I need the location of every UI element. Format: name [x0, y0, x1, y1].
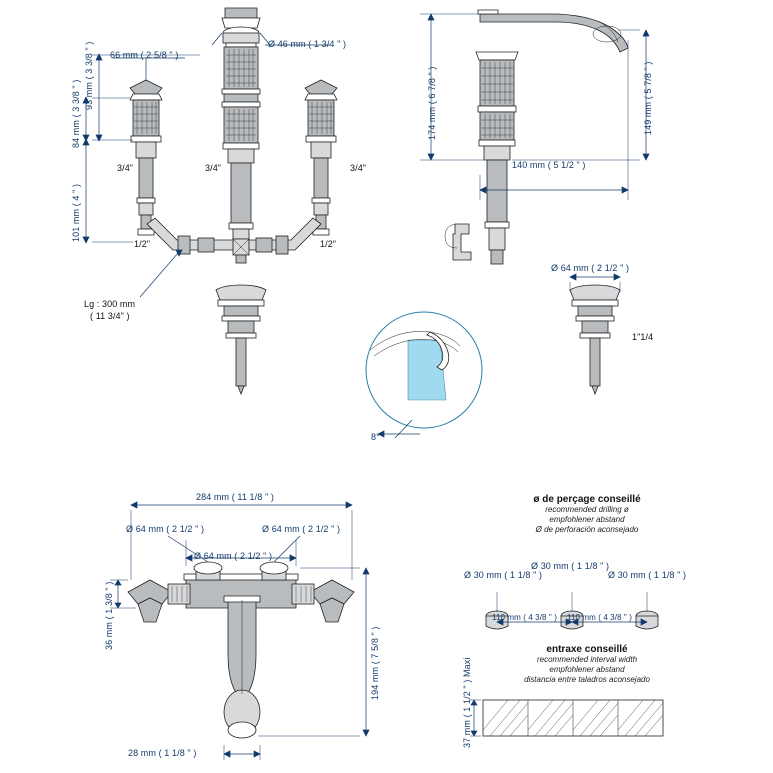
- drilling-note-title: ø de perçage conseillé: [533, 494, 641, 505]
- dim-drill-30-left: Ø 30 mm ( 1 1/8 " ): [464, 570, 543, 580]
- drilling-note-line-3: Ø de perforación aconsejado: [535, 525, 639, 534]
- dim-wm-64-left: Ø 64 mm ( 2 1/2 " ): [126, 524, 205, 534]
- interval-note-title: entraxe conseillé: [546, 644, 628, 655]
- dim-284mm: 284 mm ( 11 1/8 " ): [196, 492, 274, 502]
- dim-140mm: 140 mm ( 5 1/2 " ): [512, 160, 586, 170]
- hose-length-line1: Lg : 300 mm: [84, 299, 136, 309]
- drilling-note-line-1: recommended drilling ø: [545, 505, 629, 514]
- thread-label-half-right: 1/2": [320, 239, 337, 249]
- dim-waste-64: Ø 64 mm ( 2 1/2 " ): [551, 263, 630, 273]
- dim-28mm: 28 mm ( 1 1/8 " ): [128, 748, 197, 758]
- dim-194mm: 194 mm ( 7 5/8 " ): [370, 626, 380, 700]
- dim-101mm: 101 mm ( 4 " ): [71, 183, 81, 242]
- hose-length-line2: ( 11 3/4" ): [90, 311, 130, 321]
- dim-93mm: 93 mm ( 3 3/8 " ): [84, 41, 94, 110]
- thread-label-center: 3/4": [205, 163, 222, 173]
- thread-label-half-left: 1/2": [134, 239, 151, 249]
- dim-drill-30-right: Ø 30 mm ( 1 1/8 " ): [608, 570, 687, 580]
- dim-diameter-46: Ø 46 mm ( 1 3/4 " ): [268, 39, 347, 49]
- dim-drill-110-right: 110 mm ( 4 3/8 " ): [567, 613, 632, 622]
- dim-wm-64-center: Ø 64 mm ( 2 1/2 " ): [194, 551, 273, 561]
- dim-149mm: 149 mm ( 5 7/8 " ): [643, 61, 653, 135]
- waste-thread-label: 1"1/4: [632, 332, 654, 342]
- thread-label-left: 3/4": [117, 163, 134, 173]
- dim-66mm: 66 mm ( 2 5/8 " ): [110, 50, 179, 60]
- interval-note-line-2: empfohlener abstand: [549, 665, 625, 674]
- interval-note-line-1: recommended interval width: [536, 655, 638, 664]
- dim-37mm-maxi: 37 mm ( 1 1/2 " ) Maxi: [462, 657, 472, 748]
- drilling-note-line-2: empfohlener abstand: [549, 515, 625, 524]
- thread-label-right: 3/4": [350, 163, 367, 173]
- drilling-note: [487, 494, 687, 535]
- dim-36mm: 36 mm ( 1 3/8 " ): [104, 581, 114, 650]
- dim-drill-110-left: 110 mm ( 4 3/8 " ): [492, 613, 557, 622]
- dim-84mm: 84 mm ( 3 3/8 " ): [71, 79, 81, 148]
- interval-note-line-3: distancia entre taladros aconsejado: [524, 675, 650, 684]
- dim-174mm: 174 mm ( 6 7/8 " ): [427, 66, 437, 140]
- dim-wm-64-right: Ø 64 mm ( 2 1/2 " ): [262, 524, 341, 534]
- aerator-angle-label: 8°: [371, 432, 380, 442]
- interval-note: [487, 644, 687, 685]
- dim-drill-30-center: Ø 30 mm ( 1 1/8 " ): [531, 561, 610, 571]
